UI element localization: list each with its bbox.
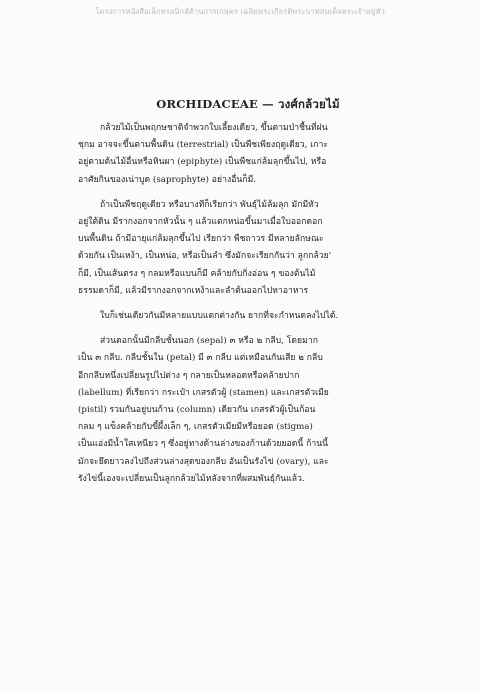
text-line: มักจะยึดยาวลงไปถึงส่วนล่างสุดของกลีบ อันเป็นรังไข่ (ovary), และ bbox=[78, 456, 329, 467]
text-line: (pistil) รวมกันอยู่บนก้าน (column) เดียวกัน เกสรตัวผู้เป็นก้อน bbox=[78, 405, 316, 416]
text-line: ส่วนดอกนั้นมีกลีบชั้นนอก (sepal) ๓ หรือ ๒ กลีบ, โดยมาก bbox=[100, 336, 318, 347]
watermark-banner: โครงการหนังสือเล็กทรอนิกส์ด้านการเกษตร เฉลิมพระเกียรติพระบาทสมเด็จพระเจ้าอยู่หัว bbox=[95, 7, 385, 16]
text-line: อยู่ตามต้นไม้อื่นหรือหินผา (epiphyte) เป็นพืชแก่ล้มลุกขึ้นไป, หรือ bbox=[78, 157, 327, 168]
text-line: ธรรมดาก็มี, แล้วมีรากงอกจากเหง้าและลำต้นออกไปหาอาหาร bbox=[78, 285, 309, 296]
text-line: กล้วยไม้เป็นพฤกษชาติจำพวกใบเลี้ยงเดียว, ขึ้นตามป่าชื้นที่ฝน bbox=[100, 123, 328, 133]
text-line: อยู่ใต้ดิน มีรากงอกจากหัวนั้น ๆ แล้วแตกหน่อขึ้นมาเมื่อใบออกดอก bbox=[78, 217, 323, 228]
text-line: ใบก็เช่นเดียวกันมีหลายแบบแตกต่างกัน ยากที่จะกำหนดลงไปได้. bbox=[100, 311, 339, 322]
text-line: รังไข่นี้เองจะเปลี่ยนเป็นลูกกล้วยไม้หลังจากที่ผสมพันธุ์กันแล้ว. bbox=[78, 473, 305, 484]
document-page bbox=[78, 96, 418, 496]
text-line: บนพื้นดิน ถ้ามีอายุแก่ล้มลุกขึ้นไป เรียกว่า พืชถาวร มีหลายลักษณะ bbox=[78, 234, 324, 245]
text-line: (labellum) ที่เรียกว่า กระเป๋า เกสรตัวผู้ (stamen) และเกสรตัวเมีย bbox=[78, 387, 329, 398]
text-line: เป็น ๓ กลีบ. กลีบชั้นใน (petal) มี ๓ กลีบ แต่เหมือนกันเสีย ๒ กลีบ bbox=[78, 353, 323, 364]
text-line: อีกกลีบหนึ่งเปลี่ยนรูปไปต่าง ๆ กลายเป็นหลอดหรือคล้ายปาก bbox=[78, 370, 300, 381]
text-line: เป็นแอ่งมีน้ำใสเหนียว ๆ ซึ่งอยู่ทางด้านล่างของก้านด้วยยอดนี้ ก้านนี้ bbox=[78, 439, 329, 450]
paragraph-flower bbox=[78, 333, 418, 488]
text-line: ด้วยกัน เป็นเหง้า, เป็นหน่อ, หรือเป็นลำ ซึ่งมักจะเรียกกันว่า ลูกกล้วย' bbox=[78, 251, 332, 262]
text-line: กลม ๆ แข็งคล้ายกับขี้ผึ้งเล็ก ๆ, เกสรตัวเมียมีหรือยอด (stigma) bbox=[78, 422, 313, 433]
text-line: อาศัยกินของเน่าบูด (saprophyte) อย่างอื่นก็มี. bbox=[78, 174, 257, 185]
text-line: ถ้าเป็นพืชฤดูเดียว หรือบางทีก็เรียกว่า พันธุ์ไม้ล้มลุก มักมีหัว bbox=[100, 199, 319, 210]
text-line: ชุกม อาจจะขึ้นตามพื้นดิน (terrestrial) เป็นพืชเพียงฤดูเดียว, เกาะ bbox=[78, 140, 329, 151]
paragraph-habit bbox=[78, 197, 418, 300]
page-title: ORCHIDACEAE — วงศ์กล้วยไม้ bbox=[156, 97, 340, 111]
text-line: ก็มี, เป็นเส้นตรง ๆ กลมหรือแบนก็มี คล้ายกับกิ่งอ่อน ๆ ของต้นไม้ bbox=[78, 268, 316, 279]
paragraph-leaves bbox=[78, 308, 418, 325]
paragraph-intro bbox=[78, 120, 418, 189]
